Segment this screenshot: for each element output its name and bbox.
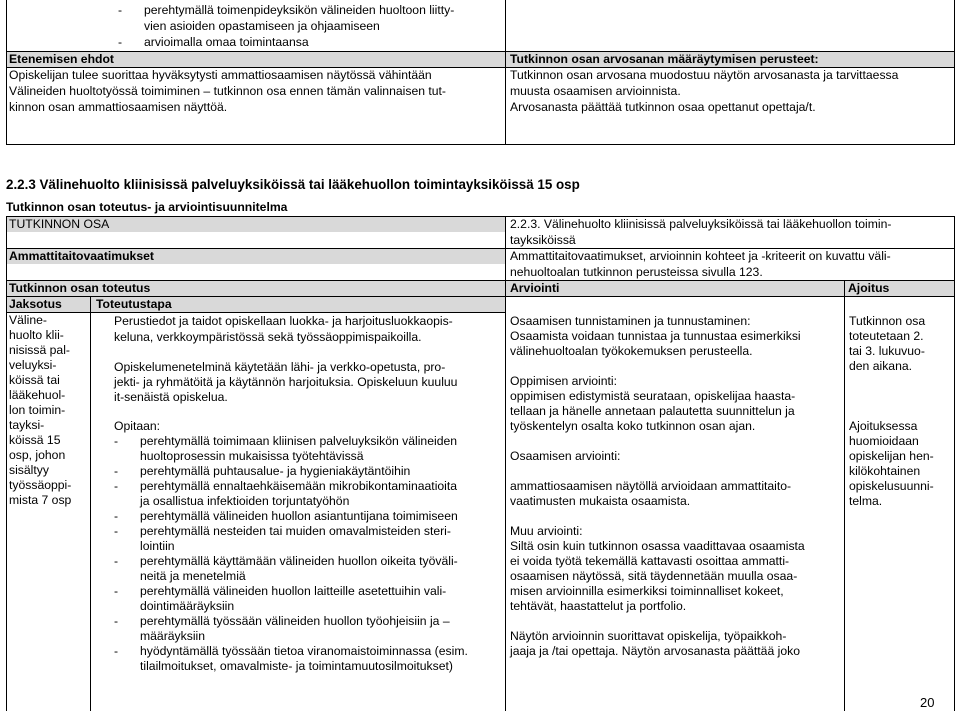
opitaan-item: - perehtymällä ennaltaehkäisemään mikrobikontaminaatioita	[114, 479, 458, 493]
ammattitaito-label: Ammattitaitovaatimukset	[9, 249, 154, 263]
top-bullet-1-cont: vien asioiden opastamiseen ja ohjaamiseen	[144, 19, 380, 33]
plan-vline-ajoitus	[844, 280, 845, 711]
section-title: 2.2.3 Välinehuolto kliinisissä palveluyksiköissä tai lääkehuollon toimintayksiköissä 15 osp	[6, 177, 580, 192]
plan-vline-right	[954, 216, 955, 711]
toteutustapa-p2-2: jekti- ja ryhmätöitä ja käytännön harjoituksia. Opiskeluun kuuluu	[114, 375, 458, 389]
opitaan-item: - hyödyntämällä työssään tietoa viranomaistoiminnassa (esim.	[114, 644, 468, 658]
opitaan-item: huoltoprosessin mukaisissa työtehtävissä	[140, 449, 364, 463]
toteutustapa-label: Toteutustapa	[96, 297, 172, 311]
etenemisen-line-3: kinnon osan ammattiosaamisen näyttöä.	[9, 100, 228, 114]
toteutustapa-p2-3: it-senäistä opiskelua.	[114, 390, 228, 404]
perusteet-line-3: Arvosanasta päättää tutkinnon osaa opettanut opettaja/t.	[510, 100, 816, 114]
row-jaksotus-bg	[6, 296, 506, 312]
toteutustapa-p1-1: Perustiedot ja taidot opiskellaan luokka- ja harjoitusluokkaopis-	[114, 314, 453, 328]
opitaan-item: neitä ja menetelmiä	[140, 569, 246, 583]
top-vline-left	[6, 0, 7, 145]
top-bullet-1: - perehtymällä toimenpideyksikön välineiden huoltoon liitty-	[118, 3, 455, 17]
plan-rule-5	[6, 312, 506, 313]
opitaan-item: - perehtymällä työssään välineiden huollon työohjeisiin ja –	[114, 614, 450, 628]
tutkinnon-osa-value-2: tayksiköissä	[510, 233, 576, 247]
opitaan-item: - perehtymällä toimimaan kliinisen palveluyksikön välineiden	[114, 434, 458, 448]
opitaan-item: - perehtymällä käyttämään välineiden huollon oikeita työväli-	[114, 554, 458, 568]
perusteet-header: Tutkinnon osan arvosanan määräytymisen perusteet:	[510, 52, 819, 66]
opitaan-item: määräyksiin	[140, 629, 206, 643]
perusteet-line-2: muusta osaamisen arvioinnista.	[510, 84, 681, 98]
section-subtitle: Tutkinnon osan toteutus- ja arviointisuunnitelma	[6, 200, 288, 214]
opitaan-item: lointiin	[140, 539, 175, 553]
opitaan-item: - perehtymällä nesteiden tai muiden omavalmisteiden steri-	[114, 524, 451, 538]
perusteet-line-1: Tutkinnon osan arvosana muodostuu näytön arvosanasta ja tarvittaessa	[510, 68, 899, 82]
etenemisen-header: Etenemisen ehdot	[9, 52, 114, 66]
ajoitus-text: Tutkinnon osa toteutetaan 2. tai 3. lukuvuo- den aikana. Ajoituksessa huomioidaan opiskelijan hen- kilökohtainen opiskelusuunni- telma.	[849, 314, 934, 508]
toteutustapa-p1-2: keluna, verkkoympäristössä sekä työssäoppimispaikoilla.	[114, 330, 422, 344]
ajoitus-label: Ajoitus	[848, 281, 890, 295]
jaksotus-text: Väline- huolto klii- nisissä pal- veluyksi- köissä tai lääkehuol- lon toimin- tayksi- köissä 15 osp, johon sisältyy työssäoppi- mista 7 osp	[9, 313, 72, 507]
etenemisen-line-1: Opiskelijan tulee suorittaa hyväksytysti ammattiosaamisen näytössä vähintään	[9, 68, 432, 82]
jaksotus-label: Jaksotus	[9, 297, 62, 311]
tutkinnon-osa-label: TUTKINNON OSA	[9, 217, 110, 231]
toteutustapa-p2-1: Opiskelumenetelminä käytetään lähi- ja verkko-opetusta, pro-	[114, 360, 446, 374]
opitaan-item: dointimääräyksiin	[140, 599, 235, 613]
ammattitaito-value-2: nehuoltoalan tutkinnon perusteissa sivulla 123.	[510, 265, 763, 279]
plan-vline-col1	[90, 296, 91, 711]
opitaan-list	[114, 434, 468, 674]
tutkinnon-osa-value-1: 2.2.3. Välinehuolto kliinisissä palveluyksiköissä tai lääkehuollon toimin-	[510, 217, 892, 231]
opitaan-label: Opitaan:	[114, 419, 161, 433]
plan-vline-mid	[505, 216, 506, 711]
page-number: 20	[920, 695, 935, 710]
arviointi-label: Arviointi	[510, 281, 560, 295]
top-vline-mid	[505, 0, 506, 145]
etenemisen-line-2: Välineiden huoltotyössä toimiminen – tutkinnon osa ennen tämän valinnaisen tut-	[9, 84, 446, 98]
arviointi-text: Osaamisen tunnistaminen ja tunnustaminen: Osaamista voidaan tunnistaa ja tunnustaa esimerkiksi välinehuoltoalan työkokemuksen perusteella. Oppimisen arviointi: oppimisen edistymistä seurataan, opiskelijaa haasta- tellaan ja hänelle annetaan palautetta suunnittelun ja työskentelyn osalta koko tutkinnon osan ajan. Osaamisen arviointi: ammattiosaamisen näytöllä arvioidaan ammattitaito- vaatimusten mukaista osaamista. Muu arviointi: Siltä osin kuin tutkinnon osassa vaadittavaa osaamista ei voida työtä tekemällä kattavasti osoittaa ammatti- osaamisen näytössä, sitä täydennetään muulla osaa- misen arvioinnilla esimerkiksi toiminnalliset kokeet, tehtävät, haastattelut ja portfolio. Näytön arvioinnin suorittavat opiskelija, työpaikkoh- jaaja ja /tai opettaja. Näytön arvosanasta päättää joko	[510, 314, 805, 658]
plan-vline-left	[6, 216, 7, 711]
top-vline-right	[954, 0, 955, 145]
top-bullet-2: - arvioimalla omaa toimintaansa	[118, 35, 309, 49]
ammattitaito-value-1: Ammattitaitovaatimukset, arvioinnin kohteet ja -kriteerit on kuvattu väli-	[510, 249, 891, 263]
top-rule-bottom	[6, 144, 955, 145]
opitaan-item: tilailmoitukset, omavalmiste- ja toimintamuutosilmoitukset)	[140, 659, 453, 673]
opitaan-item: - perehtymällä välineiden huollon laitteille asetettuihin vali-	[114, 584, 447, 598]
opitaan-item: - perehtymällä puhtausalue- ja hygieniakäytäntöihin	[114, 464, 411, 478]
opitaan-item: - perehtymällä välineiden huollon asiantuntijana toimimiseen	[114, 509, 458, 523]
toteutus-label: Tutkinnon osan toteutus	[9, 281, 151, 295]
opitaan-item: ja osallistua infektioiden torjuntatyöhön	[140, 494, 350, 508]
